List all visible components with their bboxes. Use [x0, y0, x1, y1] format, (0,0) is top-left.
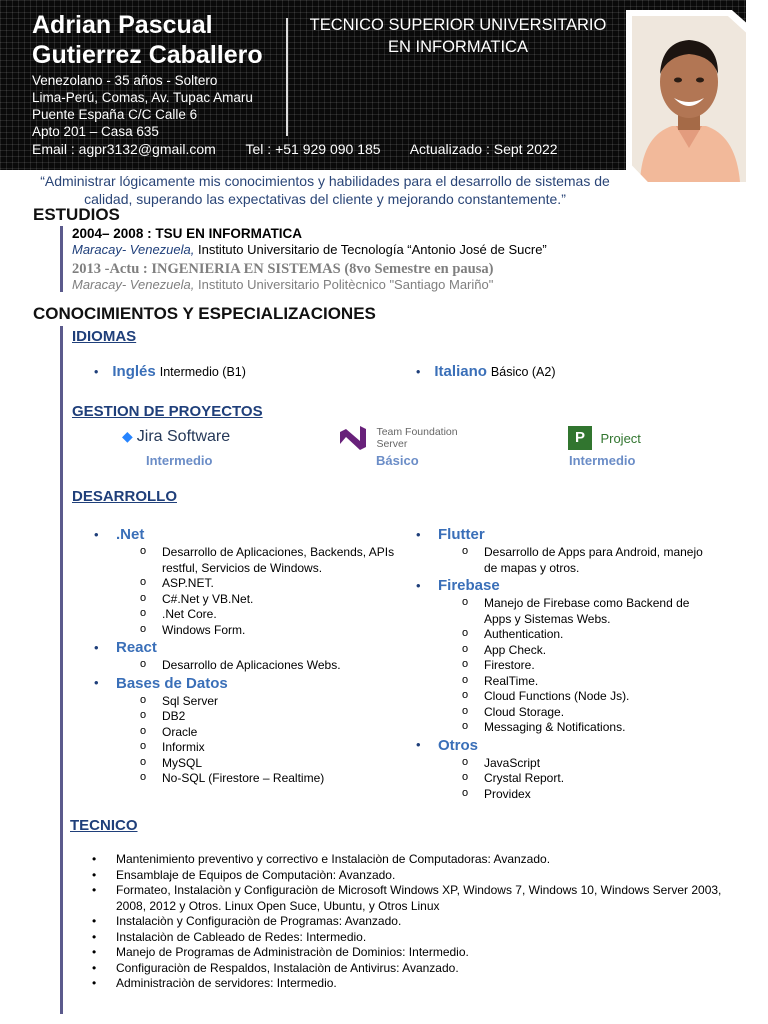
objective-quote: “Administrar lógicamente mis conocimientos y habilidades para el desarrollo de sistemas de calidad, superando las expectativas del cliente y mejorando constantemente.”: [40, 173, 610, 207]
dev-group: • Firebase: [416, 577, 500, 594]
tfs-logo: [338, 424, 458, 452]
knowledge-heading: CONOCIMIENTOS Y ESPECIALIZACIONES: [33, 304, 376, 323]
studies-heading: ESTUDIOS: [33, 205, 120, 224]
personal-info: [32, 72, 253, 140]
language-name: Inglés: [112, 363, 156, 380]
dev-item: o JavaScript: [462, 756, 716, 772]
technical-item: • Manejo de Programas de Administraciòn de Dominios: Intermedio.: [92, 945, 732, 961]
language-level: Básico (A2): [490, 365, 556, 379]
language-level: Intermedio (B1): [159, 365, 246, 379]
language-name: Italiano: [434, 363, 487, 380]
portrait-illustration: [632, 16, 746, 182]
dev-group: • React: [94, 639, 157, 656]
dev-item: o Oracle: [140, 725, 404, 741]
dev-item: o Firestore.: [462, 658, 716, 674]
knowledge-side-bar: [60, 326, 63, 1014]
dev-item: o Messaging & Notifications.: [462, 720, 716, 736]
technical-item: • Ensamblaje de Equipos de Computaciòn: Avanzado.: [92, 868, 732, 884]
dev-items: [140, 545, 404, 638]
dev-item: o Authentication.: [462, 627, 716, 643]
dev-item: o Manejo de Firebase como Backend de Apps y Sistemas Webs.: [462, 596, 716, 627]
profile-photo: [632, 16, 746, 182]
contact-line: [32, 141, 584, 157]
title-line-1: TECNICO SUPERIOR UNIVERSITARIO: [309, 16, 607, 34]
dev-group-title: React: [116, 639, 157, 656]
candidate-name: [32, 10, 263, 70]
tfs-name-line-2: Server: [376, 438, 408, 450]
jira-icon: ◆: [122, 428, 133, 444]
info-line: Venezolano - 35 años - Soltero: [32, 73, 218, 88]
title-line-2: EN INFORMATICA: [388, 38, 528, 56]
dev-group: • Bases de Datos: [94, 674, 228, 692]
header-divider: [286, 18, 288, 136]
phone-text: Tel : +51 929 090 185: [245, 141, 381, 157]
dev-item: o MySQL: [140, 756, 404, 772]
dev-item: o App Check.: [462, 643, 716, 659]
dev-item: o Crystal Report.: [462, 771, 716, 787]
dev-items: [462, 756, 716, 803]
study-institution: Instituto Universitario de Tecnología “Antonio José de Sucre”: [194, 242, 547, 257]
name-line-1: Adrian Pascual: [32, 11, 213, 39]
tfs-name-line-1: Team Foundation: [376, 426, 458, 438]
language-item: • Italiano Básico (A2): [416, 363, 556, 380]
dev-item: o C#.Net y VB.Net.: [140, 592, 404, 608]
dev-items: [462, 596, 716, 736]
dev-item: o Desarrollo de Apps para Android, manejo de mapas y otros.: [462, 545, 716, 576]
dev-item: o .Net Core.: [140, 607, 404, 623]
professional-title: [298, 14, 618, 58]
technical-item: • Configuraciòn de Respaldos, Instalaciòn de Antivirus: Avanzado.: [92, 961, 732, 977]
dev-column-left: [94, 525, 404, 787]
dev-item: o Cloud Functions (Node Js).: [462, 689, 716, 705]
dev-item: o Sql Server: [140, 694, 404, 710]
project-icon: P: [568, 426, 592, 450]
dev-group-title: Flutter: [438, 526, 485, 543]
study-entry-2: [72, 261, 493, 293]
technical-list: [92, 852, 732, 992]
study-title: 2004– 2008 : TSU EN INFORMATICA: [72, 226, 303, 241]
dev-group: • Otros: [416, 736, 479, 754]
dev-item: o Providex: [462, 787, 716, 803]
study-place: Maracay- Venezuela,: [72, 242, 195, 257]
dev-group-title: .Net: [116, 526, 145, 543]
dev-item: o Cloud Storage.: [462, 705, 716, 721]
study-entry-1: [72, 226, 547, 258]
dev-group-title: Otros: [438, 736, 479, 754]
info-line: Puente España C/C Calle 6: [32, 107, 198, 122]
jira-logo: ◆ Jira Software: [122, 428, 231, 445]
updated-text: Actualizado : Sept 2022: [409, 141, 558, 157]
dev-group-title: Firebase: [438, 577, 500, 594]
technical-heading: TECNICO: [70, 817, 138, 834]
jira-level: Intermedio: [146, 453, 213, 468]
project-name: Project: [600, 430, 641, 446]
info-line: Apto 201 – Casa 635: [32, 124, 159, 139]
technical-item: • Instalaciòn de Cableado de Redes: Intermedio.: [92, 930, 732, 946]
dev-items: [140, 658, 404, 674]
dev-item: o Desarrollo de Aplicaciones Webs.: [140, 658, 404, 674]
dev-item: o ASP.NET.: [140, 576, 404, 592]
dev-item: o No-SQL (Firestore – Realtime): [140, 771, 404, 787]
dev-group: • .Net: [94, 526, 145, 543]
dev-item: o Desarrollo de Aplicaciones, Backends, APIs restful, Servicios de Windows.: [140, 545, 404, 576]
studies-side-bar: [60, 226, 63, 292]
technical-item: • Formateo, Instalaciòn y Configuraciòn de Microsoft Windows XP, Windows 7, Windows 10, Windows Server 2003, 2008, 2012 y Otros. Linux Open Suce, Ubuntu, y Otros Linux: [92, 883, 732, 914]
study-place: Maracay- Venezuela,: [72, 277, 195, 292]
development-heading: DESARROLLO: [72, 488, 177, 505]
project-level: Intermedio: [569, 453, 636, 468]
tfs-level: Básico: [376, 453, 419, 468]
email-text: Email : agpr3132@gmail.com: [32, 141, 216, 157]
technical-item: • Administraciòn de servidores: Intermedio.: [92, 976, 732, 992]
technical-item: • Mantenimiento preventivo y correctivo e Instalaciòn de Computadoras: Avanzado.: [92, 852, 732, 868]
dev-group: • Flutter: [416, 526, 485, 543]
language-item: • Inglés Intermedio (B1): [94, 363, 246, 380]
dev-item: o Windows Form.: [140, 623, 404, 639]
technical-item: • Instalaciòn y Configuraciòn de Programas: Avanzado.: [92, 914, 732, 930]
info-line: Lima-Perú, Comas, Av. Tupac Amaru: [32, 90, 253, 105]
dev-column-right: [416, 525, 716, 802]
study-institution: Instituto Universitario Politècnico "Santiago Mariño": [194, 277, 494, 292]
study-title: 2013 -Actu : INGENIERIA EN SISTEMAS (8vo Semestre en pausa): [72, 261, 494, 277]
dev-group-title: Bases de Datos: [116, 674, 228, 692]
ms-project-logo: [568, 426, 641, 450]
project-management-heading: GESTION DE PROYECTOS: [72, 403, 263, 420]
dev-items: [140, 694, 404, 787]
visual-studio-icon: [338, 424, 368, 452]
dev-item: o Informix: [140, 740, 404, 756]
dev-items: [462, 545, 716, 576]
languages-heading: IDIOMAS: [72, 328, 137, 345]
dev-item: o RealTime.: [462, 674, 716, 690]
dev-item: o DB2: [140, 709, 404, 725]
name-line-2: Gutierrez Caballero: [32, 41, 263, 69]
profile-photo-frame: [626, 10, 752, 188]
